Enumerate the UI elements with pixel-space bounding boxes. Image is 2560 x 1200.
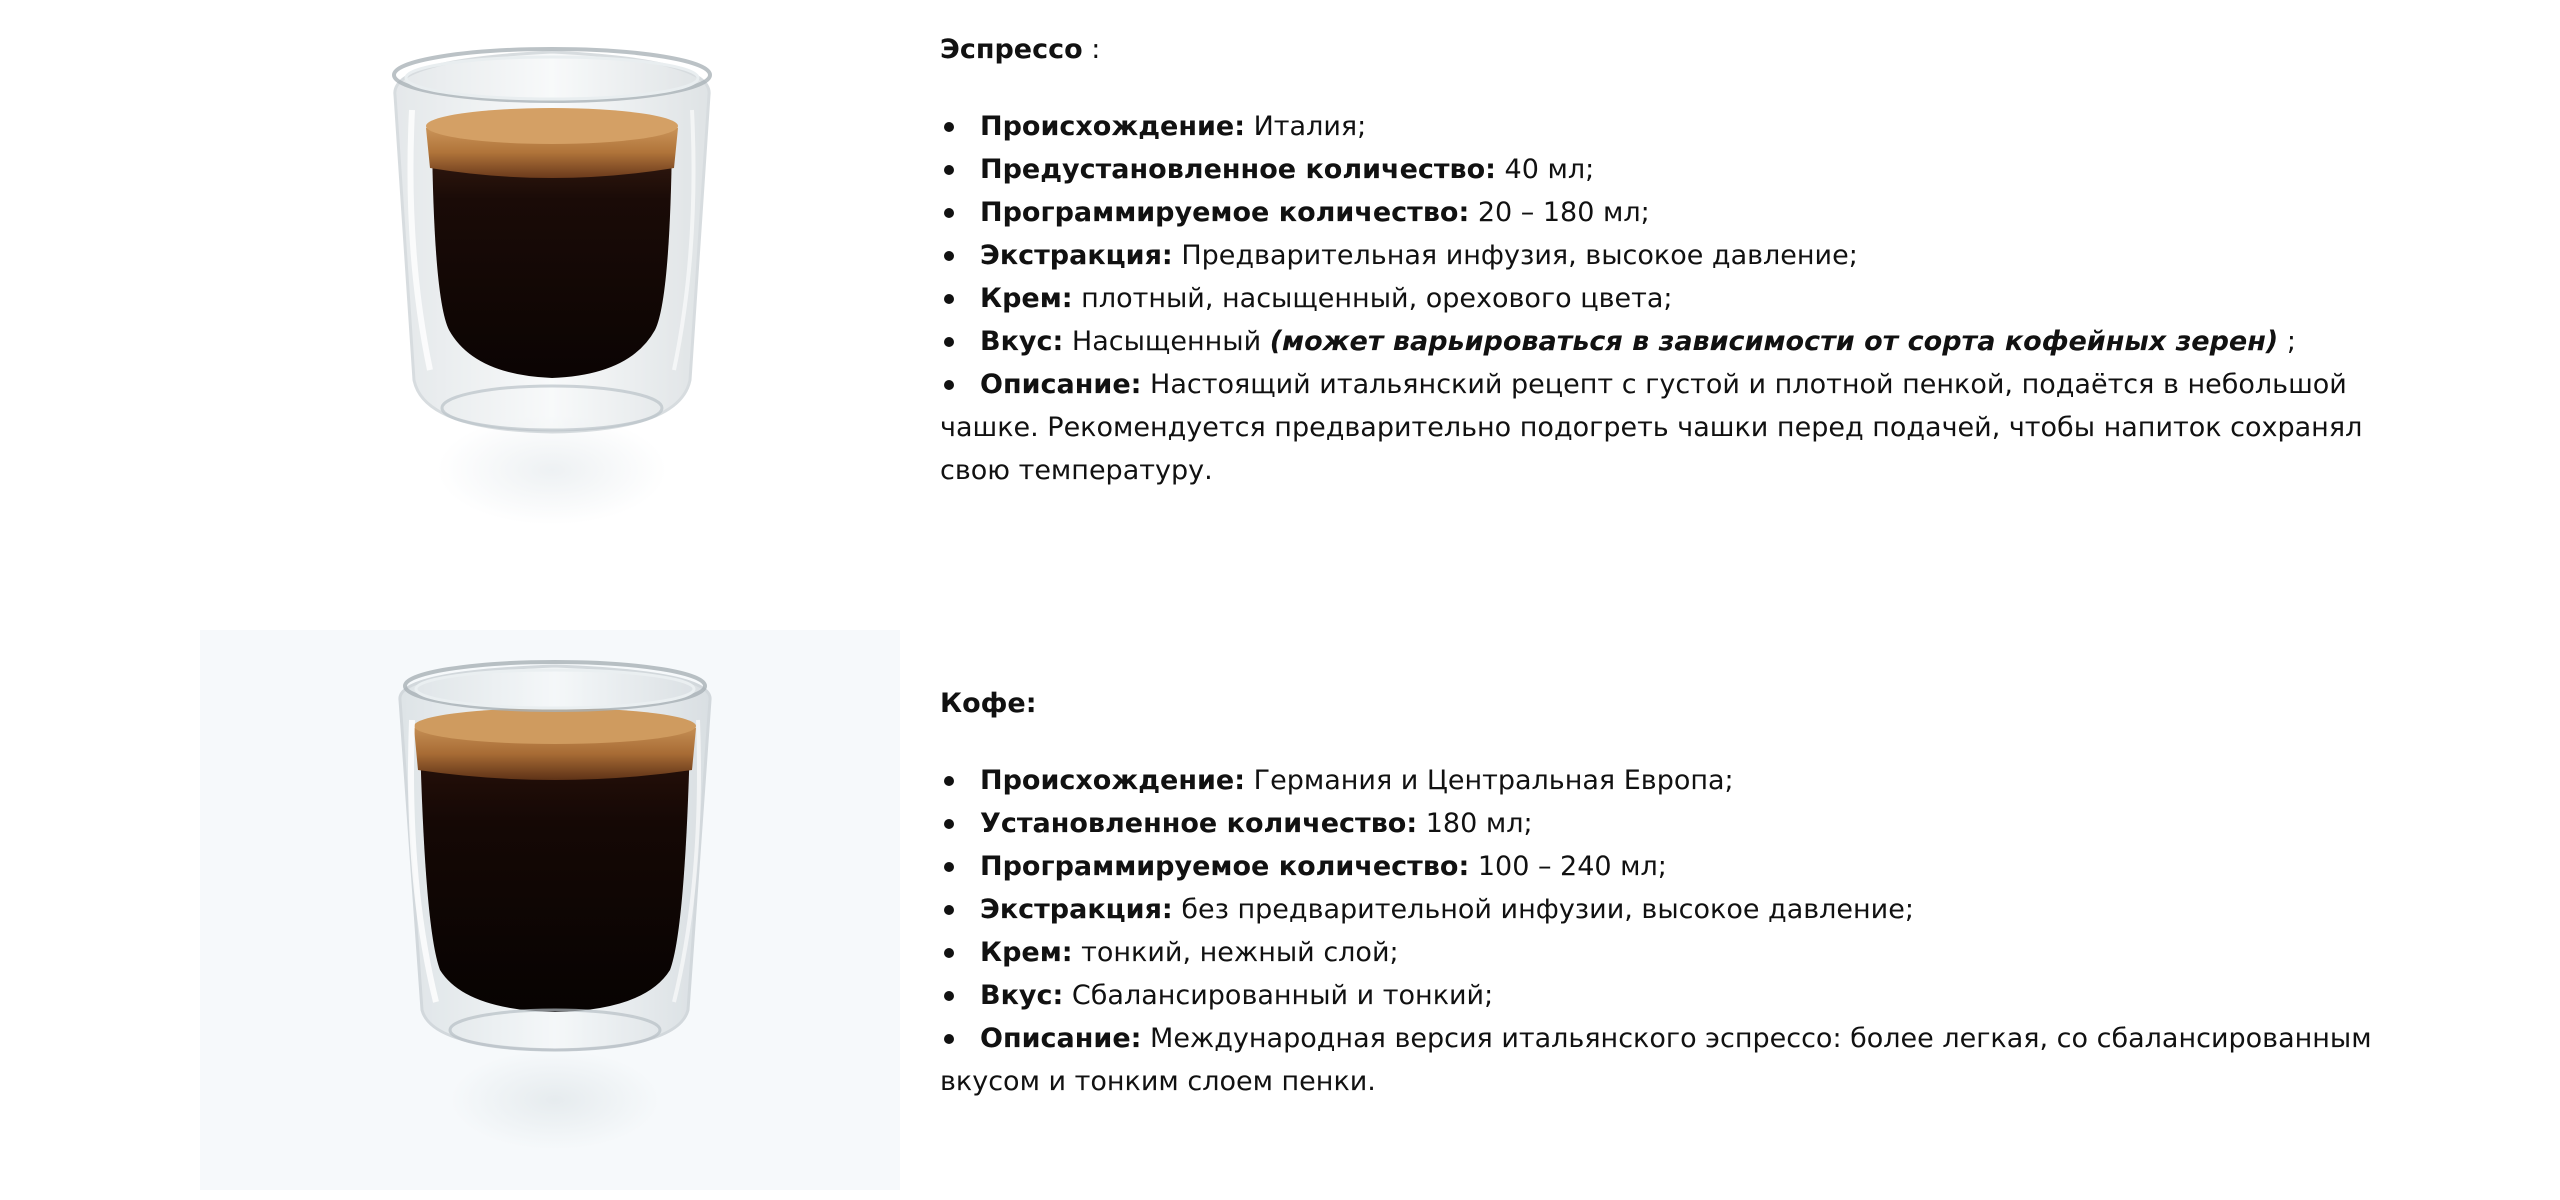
- espresso-description: [940, 28, 2380, 492]
- list-item: Крем: плотный, насыщенный, орехового цвета;: [940, 277, 2380, 320]
- espresso-heading: Эспрессо :: [940, 34, 1101, 65]
- list-item: Экстракция: Предварительная инфузия, высокое давление;: [940, 234, 2380, 277]
- coffee-heading: Кофе:: [940, 688, 1037, 719]
- coffee-properties-list: [940, 759, 2380, 1103]
- coffee-section: [0, 630, 2560, 1200]
- list-item: Происхождение: Италия;: [940, 105, 2380, 148]
- espresso-glass-icon: [200, 0, 900, 540]
- list-item: Экстракция: без предварительной инфузии, высокое давление;: [940, 888, 2380, 931]
- list-item: Происхождение: Германия и Центральная Европа;: [940, 759, 2380, 802]
- list-item: Программируемое количество: 20 – 180 мл;: [940, 191, 2380, 234]
- list-item: Описание: Настоящий итальянский рецепт с густой и плотной пенкой, подаётся в небольшой чашке. Рекомендуется предварительно подогреть чашки перед подачей, чтобы напиток сохранял свою температуру.: [940, 363, 2380, 492]
- list-item: Программируемое количество: 100 – 240 мл;: [940, 845, 2380, 888]
- espresso-properties-list: [940, 105, 2380, 492]
- list-item: Вкус: Насыщенный (может варьироваться в зависимости от сорта кофейных зерен) ;: [940, 320, 2380, 363]
- coffee-description: [940, 682, 2380, 1103]
- list-item: Описание: Международная версия итальянского эспрессо: более легкая, со сбалансированным вкусом и тонким слоем пенки.: [940, 1017, 2380, 1103]
- list-item: Крем: тонкий, нежный слой;: [940, 931, 2380, 974]
- coffee-glass-icon: [200, 630, 900, 1190]
- list-item: Вкус: Сбалансированный и тонкий;: [940, 974, 2380, 1017]
- espresso-section: [0, 0, 2560, 560]
- list-item: Установленное количество: 180 мл;: [940, 802, 2380, 845]
- list-item: Предустановленное количество: 40 мл;: [940, 148, 2380, 191]
